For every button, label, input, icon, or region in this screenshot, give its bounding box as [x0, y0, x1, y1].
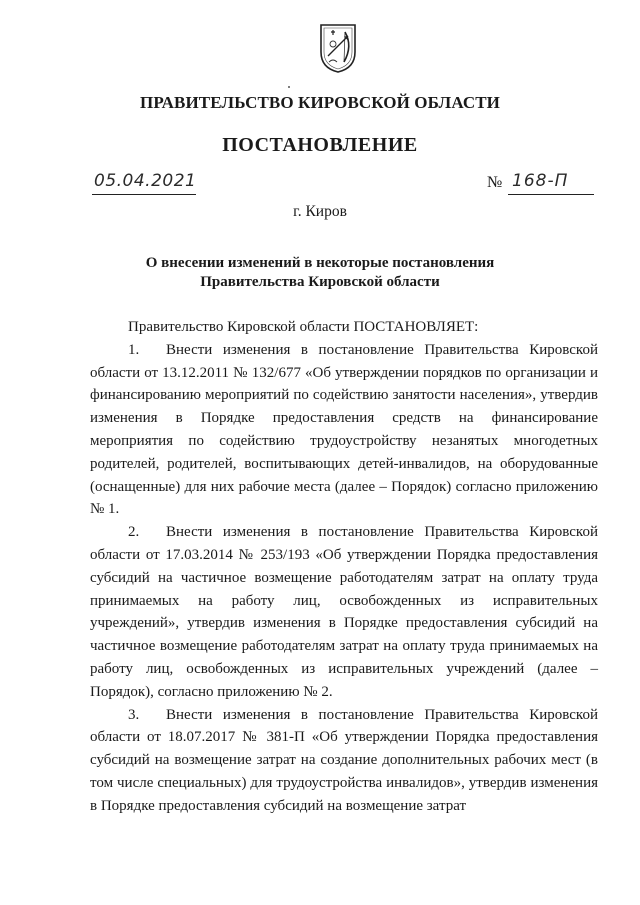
- list-item: [90, 339, 598, 521]
- subject-line-1: О внесении изменений в некоторые постановления: [145, 255, 495, 271]
- document-subject: [0, 254, 640, 292]
- document-body: [90, 316, 598, 818]
- organization-title: ПРАВИТЕЛЬСТВО КИРОВСКОЙ ОБЛАСТИ: [140, 93, 500, 112]
- number-label: №: [487, 174, 503, 191]
- handwritten-number: 168-П: [512, 171, 569, 191]
- scan-speck: [288, 86, 290, 88]
- item-text: Внести изменения в постановление Правительства Кировской области от 13.12.2011 № 132/677 «Об утверждении порядков по организации и финансированию мероприятий по содействию занятости населения», утвердив изменения в Порядке предоставления средств на финансирование мероприятия по содействию трудоустройству незанятых многодетных родителей, родителей, воспитывающих детей-инвалидов, на оборудованные (оснащенные) для них рабочие места (далее – Порядок) согласно приложению № 1.: [90, 341, 598, 518]
- item-text: Внести изменения в постановление Правительства Кировской области от 17.03.2014 № 253/193 «Об утверждении Порядка предоставления субсидий на частичное возмещение работодателям затрат на оплату труда принимаемых на работу лиц, освобожденных из исправительных учреждений», утвердив изменения в Порядке предоставления субсидий на частичное возмещение работодателям затрат на оплату труда принимаемых на работу лиц, освобожденных из исправительных учреждений (далее – Порядок), согласно приложению № 2.: [90, 524, 598, 700]
- document-type-title: ПОСТАНОВЛЕНИЕ: [222, 134, 418, 156]
- item-number: 3.: [128, 706, 140, 723]
- item-number: 1.: [128, 341, 140, 358]
- item-number: 2.: [128, 524, 140, 541]
- body-intro: Правительство Кировской области ПОСТАНОВЛЯЕТ:: [128, 319, 479, 335]
- list-item: [90, 704, 598, 818]
- city-line: г. Киров: [293, 203, 347, 220]
- kirov-oblast-coat-of-arms-icon: [318, 22, 358, 74]
- handwritten-date: 05.04.2021: [94, 171, 197, 191]
- list-item: [90, 521, 598, 703]
- subject-line-2: Правительства Кировской области: [200, 274, 440, 290]
- item-text: Внести изменения в постановление Правительства Кировской области от 18.07.2017 № 381-П «Об утверждении Порядка предоставления субсидий на возмещение затрат на создание дополнительных рабочих мест (в том числе специальных) для трудоустройства инвалидов», утвердив изменения в Порядке предоставления субсидий на возмещение затрат: [90, 706, 598, 814]
